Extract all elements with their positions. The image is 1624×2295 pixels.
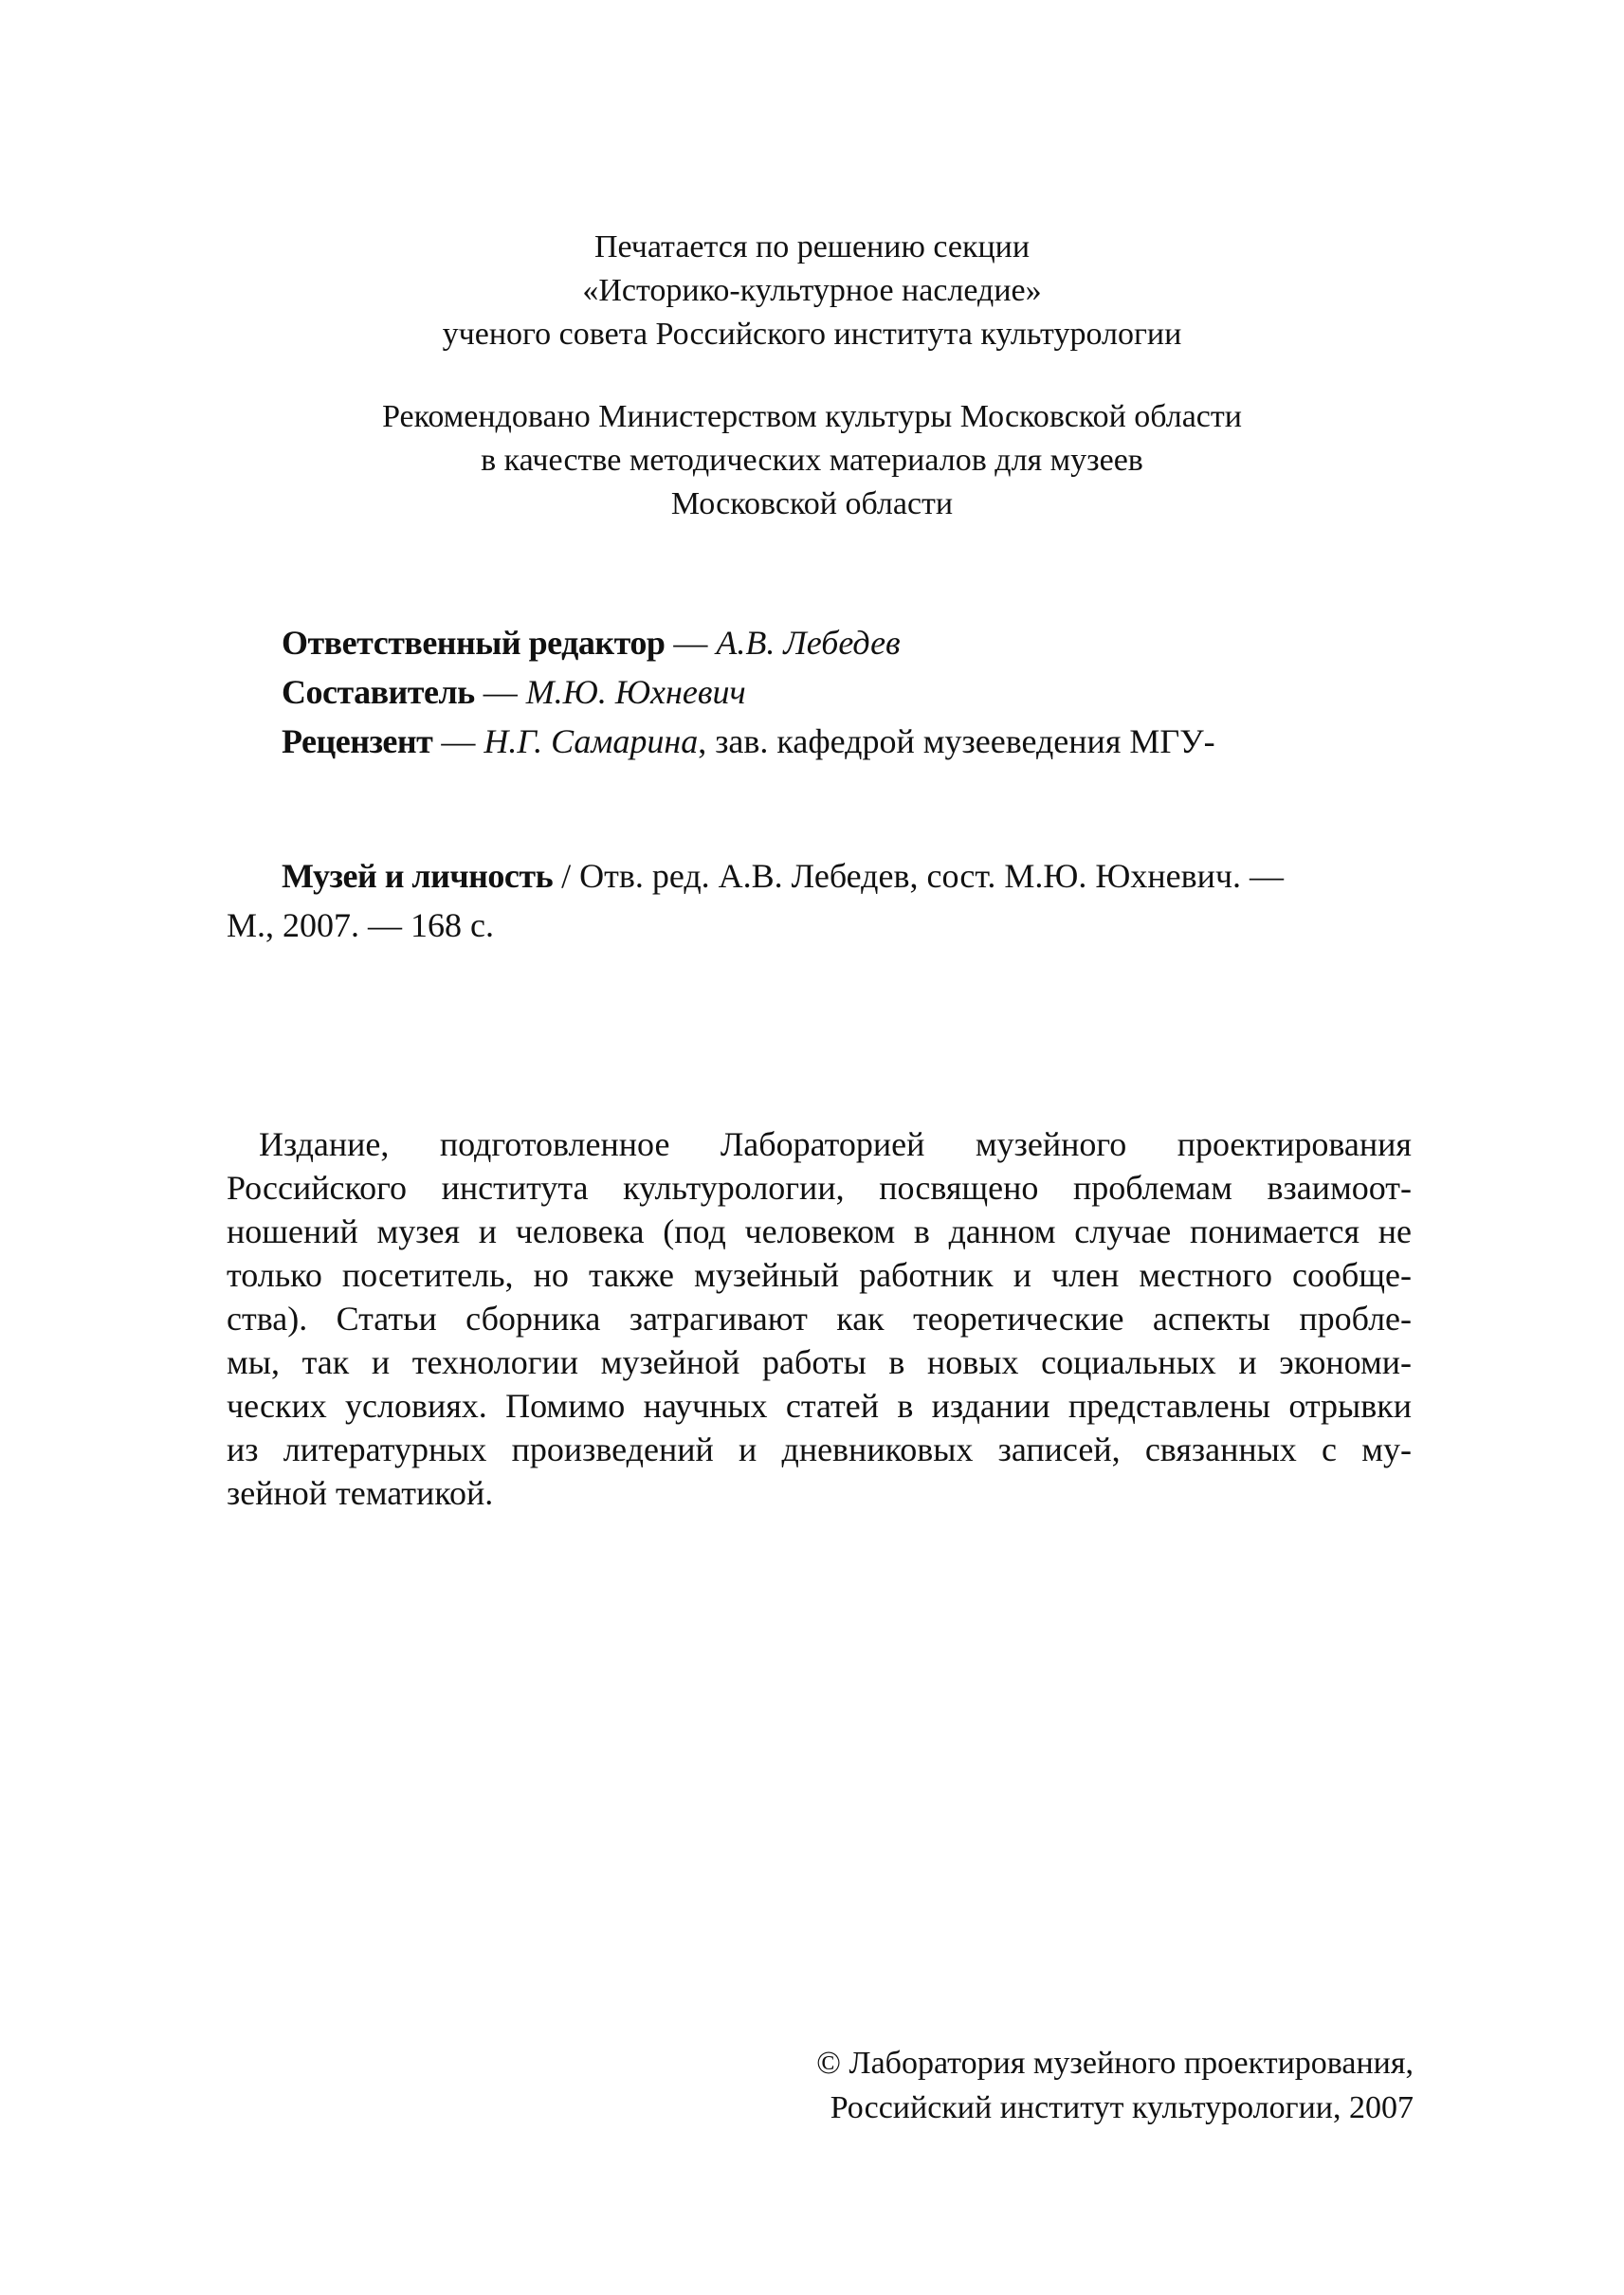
abstract-line: мы, так и технологии музейной работы в новых социальных и экономи- [227, 1343, 1412, 1381]
abstract-line: ческих условиях. Помимо научных статей в издании представлены отрывки [227, 1387, 1412, 1425]
reviewer-position: , зав. кафедрой музееведения МГУ- [698, 722, 1215, 760]
bibliographic-entry [227, 851, 1412, 950]
copyright-line-1: © Лаборатория музейного проектирования, [816, 2046, 1414, 2081]
editor-row [282, 618, 1419, 667]
credits-block [282, 618, 1419, 766]
biblio-line-1 [227, 851, 1412, 901]
imprint-notice [0, 226, 1624, 356]
abstract-line: Российского института культурологии, посвящено проблемам взаимоот- [227, 1169, 1412, 1207]
abstract-line: зейной тематикой. [227, 1474, 494, 1512]
reviewer-label: Рецензент [282, 722, 433, 760]
editor-dash: — [665, 624, 717, 662]
reviewer-name: Н.Г. Самарина [484, 722, 699, 760]
reviewer-row [282, 717, 1419, 766]
biblio-details: / Отв. ред. А.В. Лебедев, сост. М.Ю. Юхневич. — [553, 857, 1284, 895]
compiler-name: М.Ю. Юхневич [525, 673, 746, 711]
recommendation-line: Московской области [670, 486, 954, 521]
abstract-line: только посетитель, но также музейный работник и член местного сообще- [227, 1256, 1412, 1294]
compiler-row [282, 667, 1419, 717]
recommendation-line: Рекомендовано Министерством культуры Московской области [382, 399, 1242, 434]
recommendation-notice [0, 395, 1624, 526]
imprint-line: Печатается по решению секции [593, 229, 1031, 264]
book-title: Музей и личность [282, 857, 554, 895]
abstract-line: из литературных произведений и дневниковых записей, связанных с му- [227, 1430, 1412, 1468]
abstract-line: Издание, подготовленное Лабораторией музейного проектирования [259, 1125, 1412, 1163]
copyright-line-2: Российский институт культурологии, 2007 [830, 2090, 1414, 2125]
compiler-dash: — [474, 673, 526, 711]
reviewer-dash: — [432, 722, 484, 760]
abstract-paragraph [227, 1122, 1412, 1515]
abstract-line: ства). Статьи сборника затрагивают как теоретические аспекты пробле- [227, 1300, 1412, 1338]
imprint-line: ученого совета Российского института культурологии [442, 317, 1182, 352]
biblio-line-2: М., 2007. — 168 с. [227, 906, 494, 944]
recommendation-line: в качестве методических материалов для музеев [481, 443, 1143, 478]
editor-label: Ответственный редактор [282, 624, 666, 662]
abstract-line: ношений музея и человека (под человеком в данном случае понимается не [227, 1212, 1412, 1250]
imprint-line: «Историко-культурное наследие» [582, 273, 1042, 308]
editor-name: А.В. Лебедев [716, 624, 901, 662]
copyright-notice [371, 2041, 1414, 2130]
compiler-label: Составитель [282, 673, 475, 711]
